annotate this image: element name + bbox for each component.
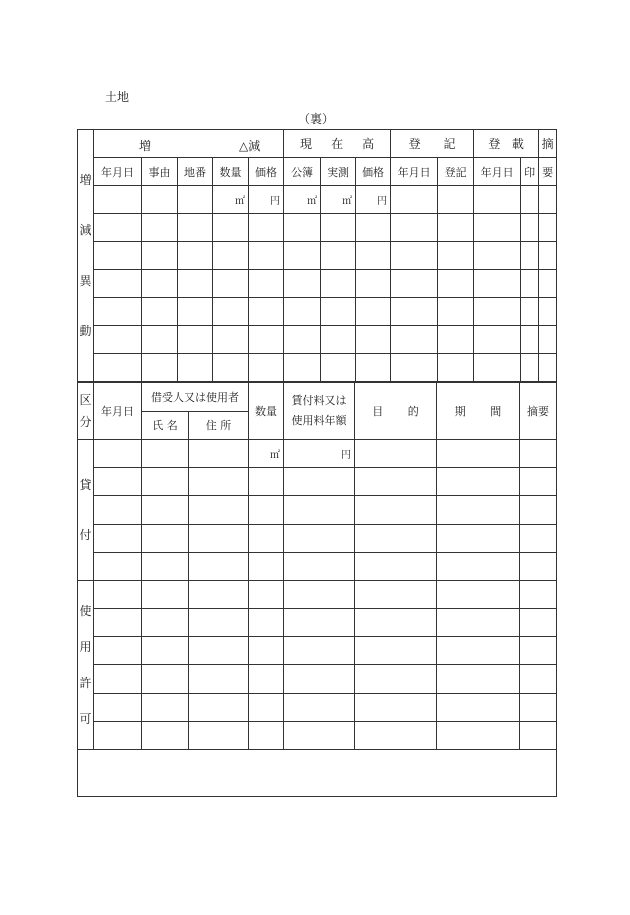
change-group-header: 増 △減	[94, 130, 284, 158]
table-row	[78, 270, 557, 298]
col-lot-number: 地番	[178, 158, 213, 186]
remarks-header-bottom: 要	[539, 158, 557, 186]
col-current-price: 価格	[356, 158, 391, 186]
unit-quantity: ㎡	[213, 186, 249, 214]
cell[interactable]	[474, 186, 521, 214]
col-ledger-date: 年月日	[474, 158, 521, 186]
cell[interactable]	[355, 440, 437, 468]
col-quantity: 数量	[213, 158, 249, 186]
cell[interactable]	[94, 186, 142, 214]
unit-fee: 円	[284, 440, 355, 468]
table-row	[78, 326, 557, 354]
table-row	[78, 693, 557, 721]
table-row	[78, 242, 557, 270]
cell[interactable]	[521, 186, 539, 214]
col-borrower: 借受人又は使用者	[142, 383, 249, 412]
table-row	[78, 468, 557, 496]
col-registration: 登記	[438, 158, 474, 186]
col-date: 年月日	[94, 383, 142, 440]
remarks-header-top: 摘	[539, 130, 557, 158]
cell[interactable]	[178, 186, 213, 214]
registration-group-header: 登 記	[391, 130, 474, 158]
lease-table	[77, 382, 557, 797]
table-row	[78, 721, 557, 749]
unit-current-price: 円	[356, 186, 391, 214]
lease-side-label: 貸 付	[78, 440, 94, 581]
cell[interactable]	[142, 186, 178, 214]
col-address: 住 所	[189, 411, 249, 440]
cell[interactable]	[142, 440, 189, 468]
table-row	[78, 609, 557, 637]
ledger-group-header: 登 載	[474, 130, 539, 158]
cell[interactable]	[438, 186, 474, 214]
change-side-label: 増 減 異 動	[78, 130, 94, 382]
unit-price: 円	[249, 186, 284, 214]
table-row	[78, 637, 557, 665]
table-row	[78, 665, 557, 693]
current-group-header: 現 在 高	[284, 130, 391, 158]
permit-side-label: 使 用 許 可	[78, 581, 94, 750]
col-remarks: 摘要	[520, 383, 557, 440]
col-date: 年月日	[94, 158, 142, 186]
col-registration-date: 年月日	[391, 158, 438, 186]
cell[interactable]	[189, 440, 249, 468]
col-name: 氏 名	[142, 411, 189, 440]
col-reason: 事由	[142, 158, 178, 186]
col-fee: 賃付料又は 使用料年額	[284, 383, 355, 440]
table-row	[78, 298, 557, 326]
category-label: 土地	[105, 90, 130, 104]
unit-official: ㎡	[284, 186, 321, 214]
cell[interactable]	[391, 186, 438, 214]
col-seal: 印	[521, 158, 539, 186]
cell[interactable]	[520, 440, 557, 468]
col-purpose: 目 的	[355, 383, 437, 440]
cell[interactable]	[94, 440, 142, 468]
cell[interactable]	[437, 440, 520, 468]
table-row	[78, 354, 557, 382]
change-table	[77, 129, 557, 382]
side-label: （裏）	[298, 112, 335, 126]
category-side-label: 区 分	[78, 383, 94, 440]
table-row	[78, 552, 557, 580]
unit-quantity: ㎡	[249, 440, 284, 468]
cell[interactable]	[539, 186, 557, 214]
table-row	[78, 214, 557, 242]
table-row	[78, 496, 557, 524]
col-quantity: 数量	[249, 383, 284, 440]
col-period: 期 間	[437, 383, 520, 440]
col-measured-area: 実測	[321, 158, 356, 186]
table-row	[78, 524, 557, 552]
col-price: 価格	[249, 158, 284, 186]
notes-area[interactable]	[78, 750, 557, 797]
col-official-area: 公簿	[284, 158, 321, 186]
unit-measured: ㎡	[321, 186, 356, 214]
